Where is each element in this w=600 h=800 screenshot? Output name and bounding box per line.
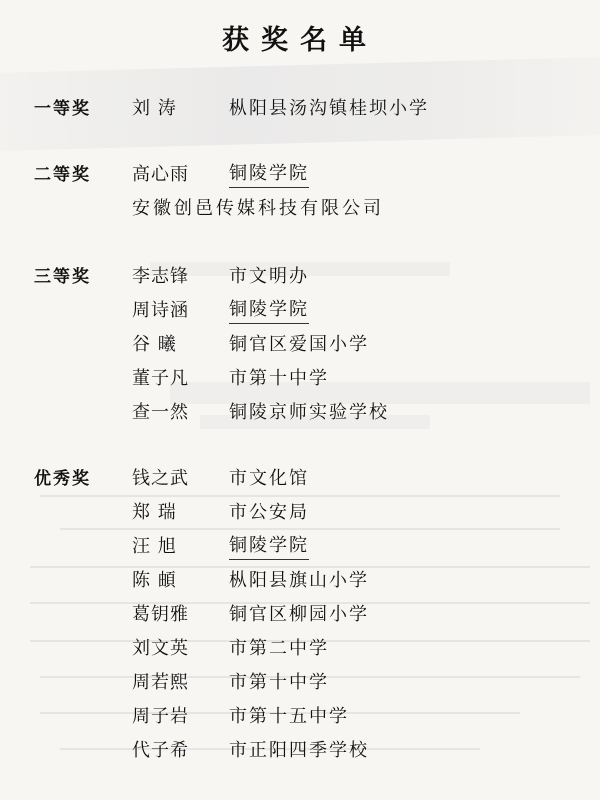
- winner-name: 葛钥雅: [132, 604, 189, 625]
- section-label: 二等奖: [34, 165, 91, 185]
- winner-name: 郑 瑞: [132, 502, 177, 523]
- winner-name: 谷 曦: [132, 334, 177, 355]
- winner-organization: 铜官区柳园小学: [229, 604, 369, 625]
- list-item: [0, 362, 600, 396]
- winner-organization: 枞阳县汤沟镇桂坝小学: [229, 98, 429, 119]
- winner-organization: 铜陵学院: [229, 298, 309, 324]
- list-item: [0, 598, 600, 632]
- winner-name: 董子凡: [132, 368, 189, 389]
- list-item: [0, 734, 600, 768]
- page-title: 获奖名单: [222, 25, 378, 56]
- list-item: [0, 294, 600, 328]
- list-item: [0, 462, 600, 496]
- winner-name: 周诗涵: [132, 300, 189, 321]
- list-item: [0, 700, 600, 734]
- winner-organization: 铜陵京师实验学校: [229, 402, 389, 423]
- section-label: 三等奖: [34, 267, 91, 287]
- list-item: [0, 530, 600, 564]
- winner-name: 周若熙: [132, 672, 189, 693]
- winner-organization: 市文明办: [229, 266, 309, 287]
- winner-organization: 市公安局: [229, 502, 309, 523]
- list-item: [0, 158, 600, 192]
- winner-name: 代子希: [132, 740, 189, 761]
- list-item: [0, 92, 600, 126]
- winner-name: 刘文英: [132, 638, 189, 659]
- winner-organization: 枞阳县旗山小学: [229, 570, 369, 591]
- winner-name: 刘 涛: [132, 98, 177, 119]
- winner-name: 李志锋: [132, 266, 189, 287]
- winner-organization: 安徽创邑传媒科技有限公司: [132, 198, 384, 219]
- winner-organization: 市文化馆: [229, 468, 309, 489]
- winner-organization: 铜官区爱国小学: [229, 334, 369, 355]
- section-label: 优秀奖: [34, 469, 91, 489]
- section-label: 一等奖: [34, 99, 91, 119]
- list-item: [0, 328, 600, 362]
- list-item: [0, 564, 600, 598]
- winner-name: 高心雨: [132, 164, 189, 185]
- winner-name: 钱之武: [132, 468, 189, 489]
- winner-organization: 铜陵学院: [229, 534, 309, 560]
- list-item: [0, 496, 600, 530]
- list-item: [0, 632, 600, 666]
- list-item: [0, 666, 600, 700]
- winner-organization: 铜陵学院: [229, 162, 309, 188]
- list-item: [0, 396, 600, 430]
- winner-name: 周子岩: [132, 706, 189, 727]
- winner-organization: 市第十中学: [229, 672, 329, 693]
- winner-name: 陈 頔: [132, 570, 177, 591]
- winner-name: 汪 旭: [132, 536, 177, 557]
- winner-organization: 市第十五中学: [229, 706, 349, 727]
- list-item: [0, 192, 600, 226]
- list-item: [0, 260, 600, 294]
- winner-organization: 市第十中学: [229, 368, 329, 389]
- winner-name: 查一然: [132, 402, 189, 423]
- winner-organization: 市第二中学: [229, 638, 329, 659]
- winner-organization: 市正阳四季学校: [229, 740, 369, 761]
